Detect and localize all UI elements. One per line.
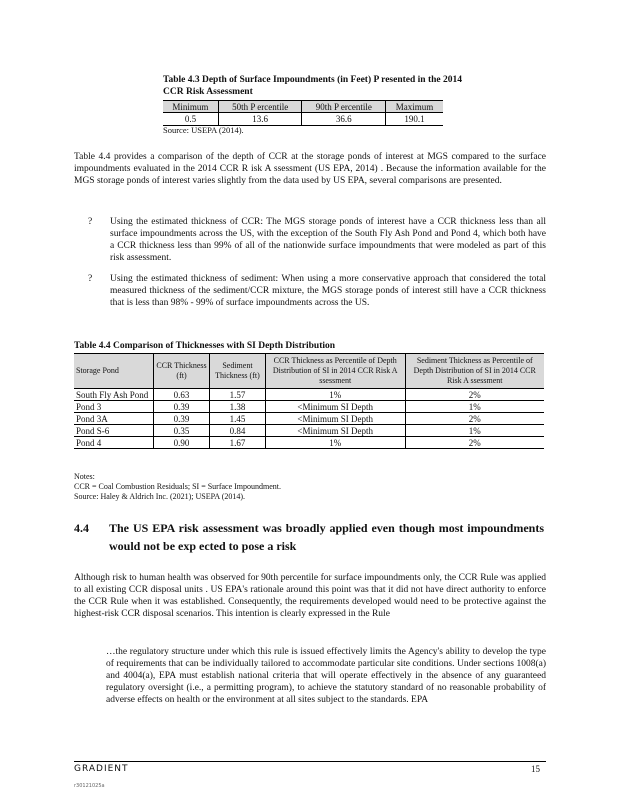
table-cell: 1.45 <box>209 413 265 425</box>
paragraph-rule-applied: Although risk to human health was observed for 90th percentile for surface impoundments only, the CCR Rule was applied to all existing CCR disposal units . US EPA's rationale around this point was that it did not have direct authority to enforce the CCR Rule when it was established. Consequently, the requirements developed would need to be protective against the highest-risk CCR disposal scenarios. This intention is clearly expressed in the Rule <box>74 573 546 619</box>
table-cell: 0.35 <box>154 425 210 437</box>
column-header: Minimum <box>163 101 218 113</box>
block-quote: …the regulatory structure under which this rule is issued effectively limits the Agency's ability to develop the type of requirements that can be individually tailored to accommodate particular site conditions. Under sections 1008(a) and 4004(a), EPA must establish national criteria that will operate effectively in the absence of any guaranteed regulatory oversight (i.e., a permitting program), to achieve the statutory standard of no reasonable probability of adverse effects on health or the environment at all sites subject to the standards. EPA <box>106 647 546 705</box>
column-header: 50th P ercentile <box>218 101 302 113</box>
table-4-3-source: Source: USEPA (2014). <box>163 125 244 135</box>
paragraph-table-4-4-intro: Table 4.4 provides a comparison of the depth of CCR at the storage ponds of interest at MGS compared to the surface impoundments evaluated in the 2014 CCR R isk A ssessment (US EPA, 2014) . Because the information available for the MGS storage ponds of interest varies slightly from the data used by US EPA, several comparisons are presented. <box>74 152 546 186</box>
column-header: Maximum <box>386 101 443 113</box>
table-cell: 13.6 <box>218 113 302 126</box>
table-cell: 1% <box>265 437 405 449</box>
table-cell: 1% <box>405 425 544 437</box>
table-row <box>163 113 443 126</box>
bullet-text: Using the estimated thickness of sediment: When using a more conservative approach that considered the total measured thickness of the sediment/CCR mixture, the MGS storage ponds of interest still have a CCR thickness that is less than 98% - 99% of surface impoundments across the US. <box>110 274 546 308</box>
table-cell: 1% <box>405 401 544 413</box>
table-cell: 0.84 <box>209 425 265 437</box>
table-cell: 1% <box>265 389 405 401</box>
bullet-item <box>88 216 546 264</box>
bullet-marker: ? <box>88 274 93 284</box>
column-header: 90th P ercentile <box>302 101 386 113</box>
bullet-marker: ? <box>88 217 93 227</box>
table-cell: 36.6 <box>302 113 386 126</box>
table-row <box>74 413 544 425</box>
column-header: Sediment Thickness (ft) <box>209 354 265 389</box>
section-number: 4.4 <box>74 521 89 535</box>
column-header: CCR Thickness as Percentile of Depth Distribution of SI in 2014 CCR Risk A ssessment <box>265 354 405 389</box>
table-cell: 2% <box>405 413 544 425</box>
page-number: 15 <box>531 764 540 774</box>
table-cell: <Minimum SI Depth <box>265 425 405 437</box>
table-4-3-caption: Table 4.3 Depth of Surface Impoundments (in Feet) P resented in the 2014 CCR Risk Assessment <box>163 75 462 97</box>
note-abbreviations: CCR = Coal Combustion Residuals; SI = Surface Impoundment. <box>74 482 282 491</box>
column-header: CCR Thickness (ft) <box>154 354 210 389</box>
table-cell: 190.1 <box>386 113 443 126</box>
table-cell: <Minimum SI Depth <box>265 401 405 413</box>
bullet-text: Using the estimated thickness of CCR: The MGS storage ponds of interest have a CCR thickness less than all surface impoundments across the US, with the exception of the South Fly Ash Pond and Pond 4, which both have a CCR thickness less than 99% of all of the nationwide surface impoundments that were modeled as part of this risk assessment. <box>110 217 546 263</box>
table-cell: 2% <box>405 437 544 449</box>
table-cell: Pond 3A <box>74 413 154 425</box>
section-title: The US EPA risk assessment was broadly applied even though most impoundments would not be exp ected to pose a risk <box>109 521 544 553</box>
section-heading <box>74 519 544 555</box>
table-cell: 1.38 <box>209 401 265 413</box>
table-cell: South Fly Ash Pond <box>74 389 154 401</box>
bullet-item <box>88 273 546 309</box>
table-4-4 <box>74 353 544 449</box>
footer-logo: GRADIENT <box>74 764 129 774</box>
table-row <box>74 425 544 437</box>
document-code: r30121025a <box>74 783 105 789</box>
table-cell: 0.90 <box>154 437 210 449</box>
table-4-3 <box>163 100 443 126</box>
table-4-4-caption: Table 4.4 Comparison of Thicknesses with SI Depth Distribution <box>74 341 336 351</box>
note-source: Source: Haley & Aldrich Inc. (2021); USEPA (2014). <box>74 492 246 501</box>
notes-label: Notes: <box>74 472 95 481</box>
table-row <box>74 437 544 449</box>
table-cell: 0.39 <box>154 413 210 425</box>
column-header: Storage Pond <box>74 354 154 389</box>
table-row <box>74 389 544 401</box>
table-row <box>74 401 544 413</box>
table-cell: Pond 4 <box>74 437 154 449</box>
table-header-row <box>74 354 544 389</box>
table-4-4-notes <box>74 472 281 502</box>
table-cell: Pond 3 <box>74 401 154 413</box>
table-cell: 1.57 <box>209 389 265 401</box>
table-cell: 0.63 <box>154 389 210 401</box>
table-cell: Pond S-6 <box>74 425 154 437</box>
table-cell: 0.5 <box>163 113 218 126</box>
footer-divider <box>74 761 546 762</box>
table-cell: 1.67 <box>209 437 265 449</box>
table-cell: 2% <box>405 389 544 401</box>
table-cell: <Minimum SI Depth <box>265 413 405 425</box>
table-cell: 0.39 <box>154 401 210 413</box>
column-header: Sediment Thickness as Percentile of Depth Distribution of SI in 2014 CCR Risk A ssessment <box>405 354 544 389</box>
table-header-row <box>163 101 443 113</box>
